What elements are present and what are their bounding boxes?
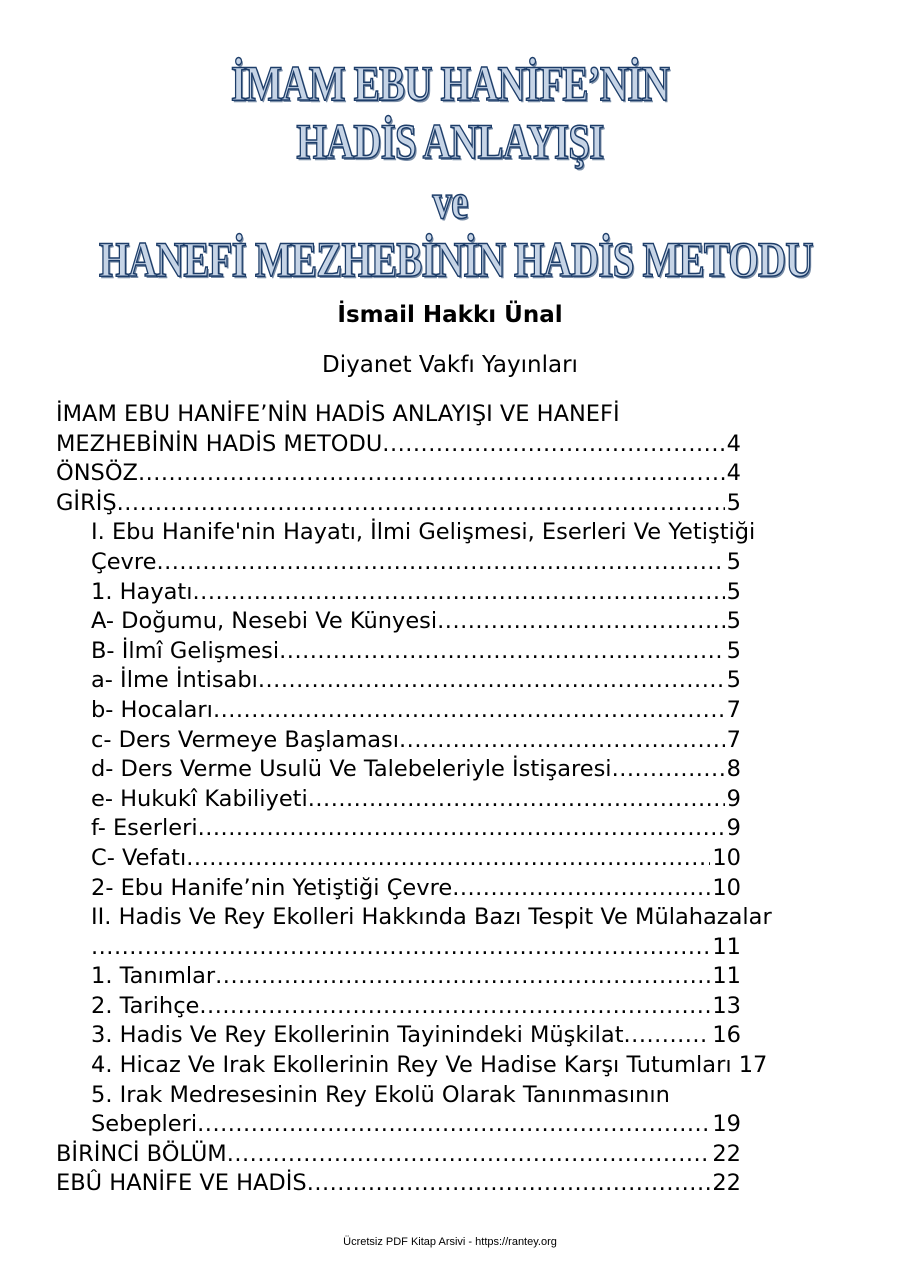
toc-page-number: 13 (712, 992, 741, 1019)
toc-entry-label: 3. Hadis Ve Rey Ekollerinin Tayinindeki Müşkilat (91, 1022, 624, 1049)
toc-page-number: 11 (712, 933, 741, 960)
toc-page-number: 5 (726, 608, 741, 635)
toc-page-number: 16 (712, 1022, 741, 1049)
toc-page-number: 5 (726, 489, 741, 516)
toc-entry-main[interactable] (56, 400, 846, 459)
toc-entry-label: II. Hadis Ve Rey Ekolleri Hakkında Bazı Tespit Ve Mülahazalar (91, 904, 772, 931)
toc-entry-label: 5. Irak Medresesinin Rey Ekolü Olarak Tanınmasının (91, 1081, 670, 1108)
toc-entry-muskilat[interactable] (91, 1021, 846, 1051)
dot-leader (612, 755, 725, 785)
title-line-4: HANEFİ MEZHEBİNİN HADİS METODU (99, 231, 813, 287)
toc-entry-label: EBÛ HANİFE VE HADİS (56, 1170, 307, 1197)
toc-entry-hadis[interactable] (56, 1169, 846, 1199)
title-line-3: ve (432, 173, 468, 229)
toc-entry-ders[interactable] (91, 726, 846, 756)
toc-page-number: 5 (726, 548, 741, 575)
toc-entry-birinci[interactable] (56, 1140, 846, 1170)
dot-leader (452, 874, 710, 904)
dot-leader (437, 607, 725, 637)
toc-entry-usul[interactable] (91, 755, 846, 785)
dot-leader (91, 933, 710, 963)
toc-entry-label: b- Hocaları (91, 696, 213, 723)
toc-entry-label: 4. Hicaz Ve Irak Ekollerinin Rey Ve Hadise Karşı Tutumları (91, 1052, 732, 1079)
dot-leader (227, 1140, 711, 1170)
toc-page-number: 5 (726, 637, 741, 664)
toc-entry-hocalari[interactable] (91, 696, 846, 726)
toc-entry-vefati[interactable] (91, 844, 846, 874)
toc-page-number: 9 (726, 815, 741, 842)
dot-leader (382, 430, 724, 460)
toc-entry-ilme[interactable] (91, 666, 846, 696)
toc-entry-label: İMAM EBU HANİFE’NİN HADİS ANLAYIŞI VE HANEFİ (56, 401, 620, 427)
toc-entry-label: 2. Tarihçe (91, 992, 200, 1019)
toc-entry-hicaz[interactable] (91, 1051, 846, 1081)
toc-page-number: 19 (712, 1111, 741, 1138)
toc-entry-label: Sebepleri (91, 1111, 198, 1138)
toc-page-number: 22 (712, 1140, 741, 1167)
toc-entry-label: d- Ders Verme Usulü Ve Talebeleriyle İstişaresi (91, 756, 612, 783)
book-title (0, 55, 900, 290)
dot-leader (215, 962, 710, 992)
toc-page-number: 7 (726, 696, 741, 723)
table-of-contents (56, 400, 846, 1199)
toc-entry-label: ÖNSÖZ (56, 460, 138, 487)
toc-entry-hukuki[interactable] (91, 785, 846, 815)
dot-leader (399, 726, 725, 756)
dot-leader (307, 1169, 711, 1199)
toc-entry-dogumu[interactable] (91, 607, 846, 637)
toc-entry-label: Çevre (91, 548, 157, 575)
toc-page-number: 10 (712, 844, 741, 871)
toc-entry-label: I. Ebu Hanife'nin Hayatı, İlmi Gelişmesi, Eserleri Ve Yetiştiği (91, 519, 756, 546)
dot-leader (186, 844, 710, 874)
toc-entry-label: 1. Tanımlar (91, 963, 216, 990)
dot-leader (198, 814, 725, 844)
toc-entry-tanimlar[interactable] (91, 962, 846, 992)
toc-entry-tarihce[interactable] (91, 992, 846, 1022)
toc-entry-cevre[interactable] (91, 874, 846, 904)
toc-page-number: 5 (726, 667, 741, 694)
toc-entry-label: e- Hukukî Kabiliyeti (91, 785, 308, 812)
title-line-2: HADİS ANLAYIŞI (296, 113, 604, 169)
dot-leader (199, 992, 710, 1022)
toc-entry-label: 2- Ebu Hanife’nin Yetiştiği Çevre (91, 874, 453, 901)
toc-entry-eserleri[interactable] (91, 814, 846, 844)
toc-entry-label: A- Doğumu, Nesebi Ve Künyesi (91, 608, 438, 635)
toc-entry-label: B- İlmî Gelişmesi (91, 637, 280, 664)
toc-page-number: 7 (726, 726, 741, 753)
author-name: İsmail Hakkı Ünal (337, 302, 563, 328)
toc-page-number: 10 (712, 874, 741, 901)
dot-leader (624, 1021, 711, 1051)
dot-leader (279, 637, 725, 667)
toc-entry-section-2[interactable] (91, 903, 846, 962)
dot-leader (197, 1110, 710, 1140)
dot-leader (117, 489, 725, 519)
dot-leader (156, 548, 724, 578)
toc-entry-section-1[interactable] (91, 518, 846, 577)
toc-entry-label: MEZHEBİNİN HADİS METODU (56, 430, 383, 457)
toc-entry-label: BİRİNCİ BÖLÜM (56, 1140, 227, 1167)
dot-leader (193, 578, 725, 608)
toc-page-number: 11 (712, 963, 741, 990)
dot-leader (213, 696, 725, 726)
toc-entry-label: a- İlme İntisabı (91, 667, 258, 694)
toc-page-number: 4 (726, 430, 741, 457)
toc-entry-label: GİRİŞ (56, 489, 117, 516)
toc-page-number: 4 (726, 460, 741, 487)
toc-page-number: 5 (726, 578, 741, 605)
dot-leader (258, 666, 725, 696)
toc-entry-label: C- Vefatı (91, 844, 187, 871)
toc-page-number: 17 (738, 1052, 768, 1079)
toc-entry-irak[interactable] (91, 1081, 846, 1140)
toc-page-number: 22 (712, 1170, 741, 1197)
toc-entry-giris[interactable] (56, 489, 846, 519)
footer-text[interactable]: Ücretsiz PDF Kitap Arsivi - https://rantey.org (343, 1236, 557, 1248)
toc-entry-label: f- Eserleri (91, 815, 198, 842)
toc-entry-ilmi[interactable] (91, 637, 846, 667)
toc-entry-hayati[interactable] (91, 578, 846, 608)
title-line-1: İMAM EBU HANİFE’NİN (230, 55, 669, 111)
toc-entry-label: 1. Hayatı (91, 578, 193, 605)
dot-leader (308, 785, 725, 815)
toc-entry-onsoz[interactable] (56, 459, 846, 489)
toc-entry-label: c- Ders Vermeye Başlaması (91, 726, 400, 753)
publisher-name: Diyanet Vakfı Yayınları (322, 352, 578, 378)
dot-leader (138, 459, 725, 489)
toc-page-number: 9 (726, 785, 741, 812)
toc-page-number: 8 (726, 756, 741, 783)
